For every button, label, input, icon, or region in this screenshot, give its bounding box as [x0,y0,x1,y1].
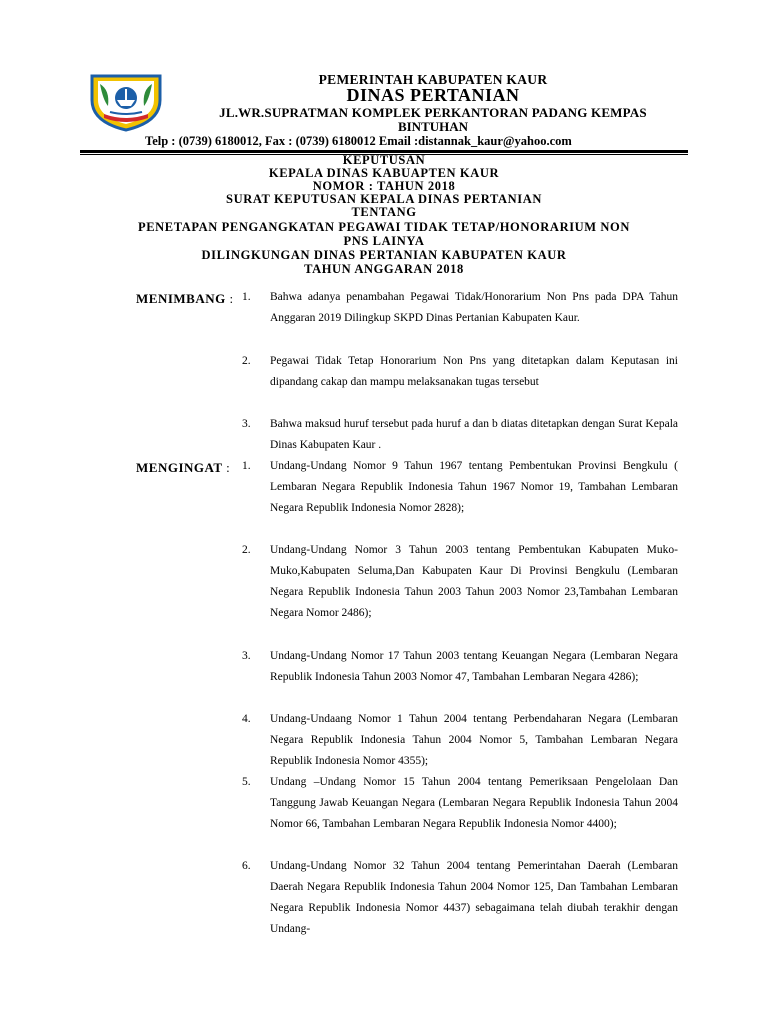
decree-title-line: TAHUN ANGGARAN 2018 [304,262,464,276]
list-number: 1. [242,291,251,303]
decree-title-line: PENETAPAN PENGANGKATAN PEGAWAI TIDAK TETAP/HONORARIUM NON [138,220,630,234]
kabupaten-kaur-logo [90,70,162,132]
decree-title-line: KEPUTUSAN [342,153,426,167]
decree-title-line: KEPALA DINAS KABUAPTEN KAUR [268,166,500,180]
header-agency: DINAS PERTANIAN [346,85,520,105]
decree-title-line: TENTANG [351,205,417,219]
list-item: Undang-Undang Nomor 32 Tahun 2004 tentang Pemerintahan Daerah (Lembaran Daerah Negara Republik Indonesia Tahun 2004 Nomor 125, Dan Tambahan Lembaran Negara Republik Indonesia Nomor 4437) sebagaimana telah diubah terakhir dengan Undang- [270,860,678,935]
list-item: Bahwa maksud huruf tersebut pada huruf a dan b diatas ditetapkan dengan Surat Kepala Dinas Kabupaten Kaur . [270,418,678,451]
list-number: 1. [242,460,251,472]
list-item: Undang-Undang Nomor 17 Tahun 2003 tentang Keuangan Negara (Lembaran Negara Republik Indonesia Tahun 2003 Nomor 47, Tambahan Lembaran Negara 4286); [270,650,678,683]
list-item: Pegawai Tidak Tetap Honorarium Non Pns yang ditetapkan dalam Keputasan ini dipandang cakap dan mampu melaksanakan tugas tersebut [270,355,678,388]
header-city: BINTUHAN [397,119,469,134]
decree-title-line: PNS LAINYA [343,234,425,248]
decree-title-line: DILINGKUNGAN DINAS PERTANIAN KABUPATEN KAUR [201,248,567,262]
list-item: Undang-Undang Nomor 3 Tahun 2003 tentang Pembentukan Kabupaten Muko-Muko,Kabupaten Seluma,Dan Kabupaten Kaur Di Provinsi Bengkulu (Lembaran Negara Republik Indonesia Tahun 2003 Tahun 2003 Nomor 23,Tambahan Lembaran Negara Nomor 2486); [270,544,678,619]
list-number: 6. [242,860,251,872]
list-number: 3. [242,418,251,430]
header-address: JL.WR.SUPRATMAN KOMPLEK PERKANTORAN PADANG KEMPAS [219,105,647,120]
list-number: 3. [242,650,251,662]
list-item: Undang-Undaang Nomor 1 Tahun 2004 tentang Perbendaharan Negara (Lembaran Negara Republik Indonesia Tahun 2004 Nomor 5, Tambahan Lembaran Negara Republik Indonesia Nomor 4355); [270,713,678,767]
list-number: 2. [242,355,251,367]
list-item: Undang –Undang Nomor 15 Tahun 2004 tentang Pemeriksaan Pengelolaan Dan Tanggung Jawab Keuangan Negara (Lembaran Negara Republik Indonesia Tahun 2004 Nomor 66, Tambahan Lembaran Negara Republik Indonesia Nomor 4400); [270,776,678,830]
section-menimbang-label: MENIMBANG : [136,291,234,306]
decree-title-line: NOMOR : TAHUN 2018 [312,179,456,193]
list-item: Bahwa adanya penambahan Pegawai Tidak/Honorarium Non Pns pada DPA Tahun Anggaran 2019 Dilingkup SKPD Dinas Pertanian Kabupaten Kaur. [270,291,678,324]
list-item: Undang-Undang Nomor 9 Tahun 1967 tentang Pembentukan Provinsi Bengkulu ( Lembaran Negara Republik Indonesia Tahun 1967 Nomor 19, Tambahan Lembaran Negara Republik Indonesia Nomor 2828); [270,460,678,514]
decree-title-line: SURAT KEPUTUSAN KEPALA DINAS PERTANIAN [226,192,542,206]
list-number: 2. [242,544,251,556]
header-government: PEMERINTAH KABUPATEN KAUR [318,72,548,87]
header-contact: Telp : (0739) 6180012, Fax : (0739) 6180012 Email :distannak_kaur@yahoo.com [145,134,572,148]
section-mengingat-label: MENGINGAT : [136,460,231,475]
list-number: 5. [242,776,251,788]
list-number: 4. [242,713,251,725]
